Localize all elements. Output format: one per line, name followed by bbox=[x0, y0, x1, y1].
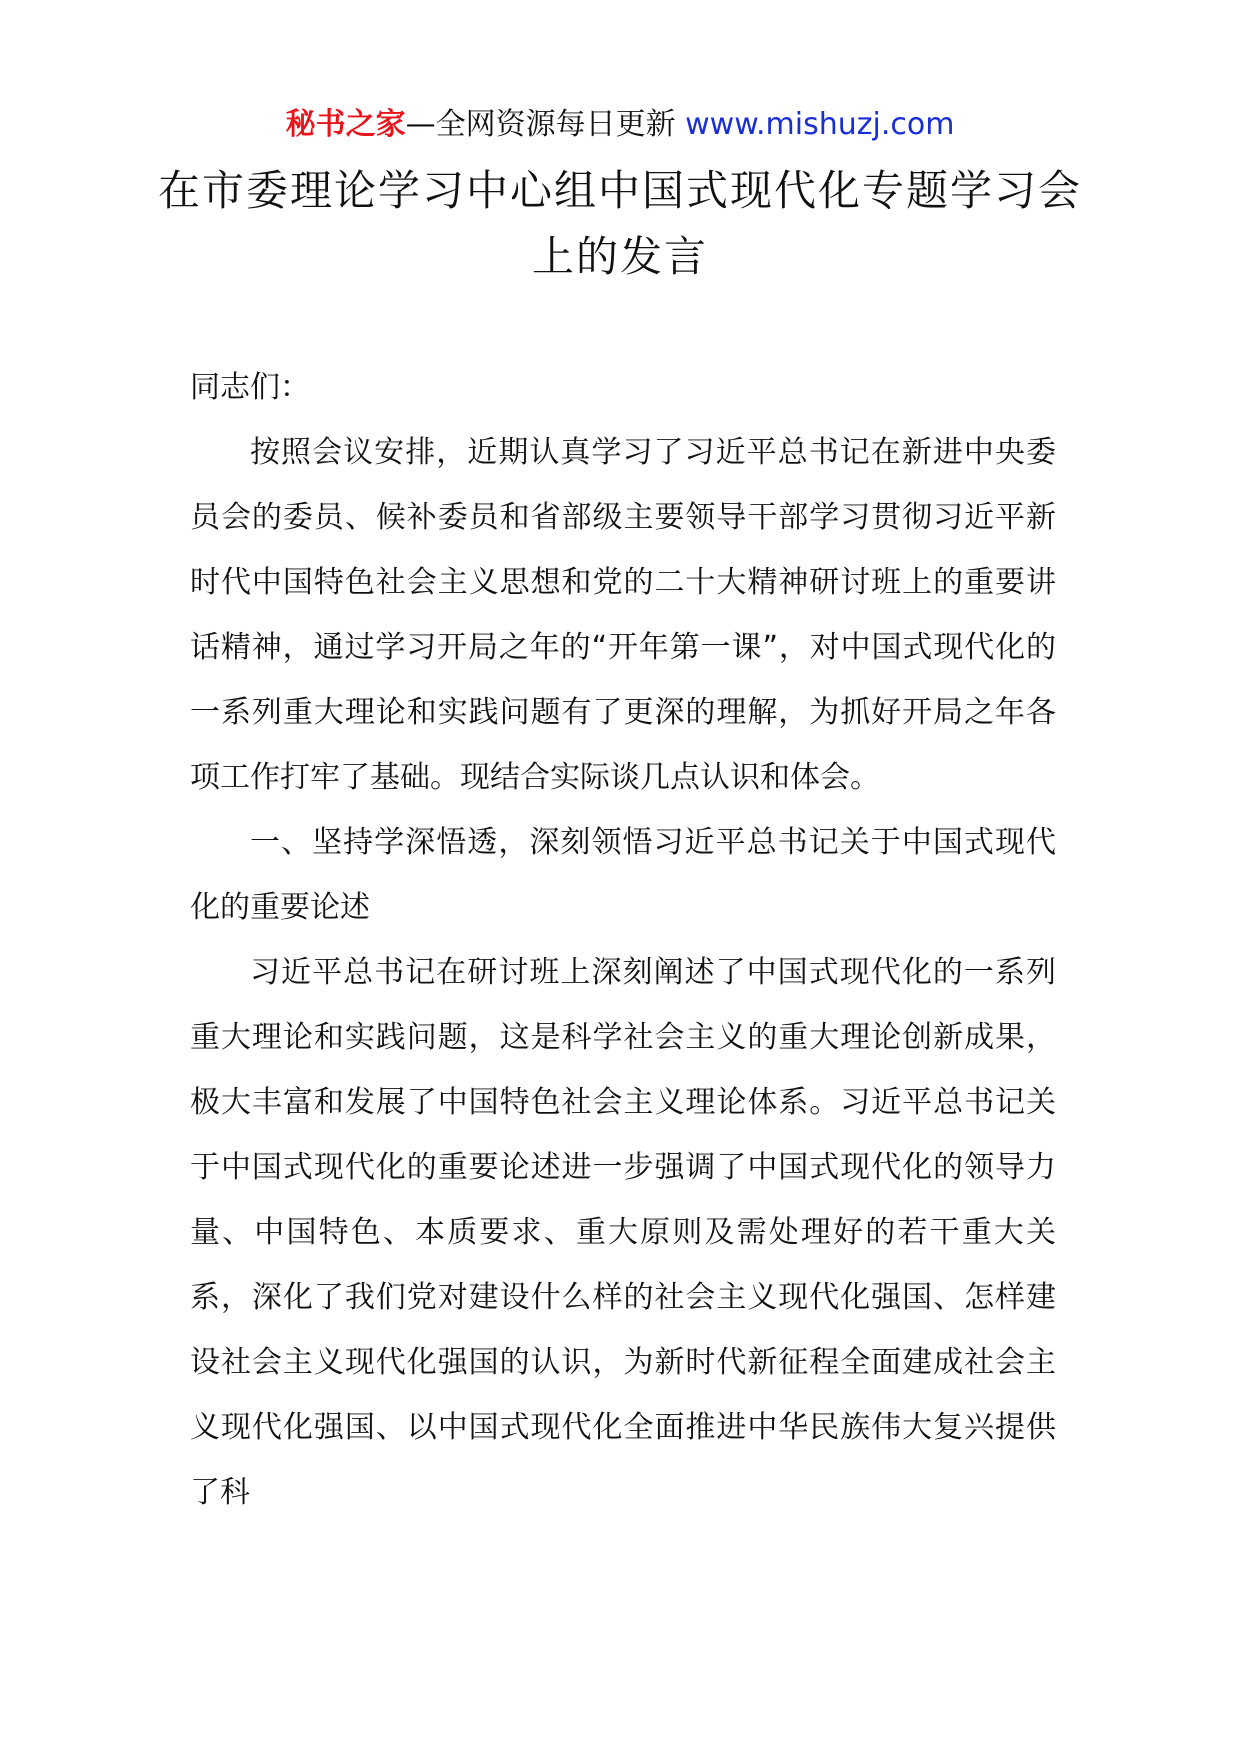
site-header bbox=[0, 100, 1240, 150]
site-url-link[interactable]: www.mishuzj.com bbox=[685, 107, 955, 142]
header-slogan: —全网资源每日更新 bbox=[405, 107, 686, 142]
greeting: 同志们： bbox=[190, 370, 310, 405]
document-title: 在市委理论学习中心组中国式现代化专题学习会上的发言 bbox=[157, 166, 1082, 281]
body-paragraph: 习近平总书记在研讨班上深刻阐述了中国式现代化的一系列重大理论和实践问题，这是科学社会主义的重大理论创新成果，极大丰富和发展了中国特色社会主义理论体系。习近平总书记关于中国式现代化的重要论述进一步强调了中国式现代化的领导力量、中国特色、本质要求、重大原则及需处理好的若干重大关系，深化了我们党对建设什么样的社会主义现代化强国、怎样建设社会主义现代化强国的认识，为新时代新征程全面建成社会主义现代化强国、以中国式现代化全面推进中华民族伟大复兴提供了科 bbox=[190, 955, 1056, 1510]
brand-name: 秘书之家 bbox=[285, 107, 406, 142]
document-body bbox=[190, 355, 1056, 1525]
intro-paragraph: 按照会议安排，近期认真学习了习近平总书记在新进中央委员会的委员、候补委员和省部级主要领导干部学习贯彻习近平新时代中国特色社会主义思想和党的二十大精神研讨班上的重要讲话精神，通过学习开局之年的“开年第一课”，对中国式现代化的一系列重大理论和实践问题有了更深的理解，为抓好开局之年各项工作打牢了基础。现结合实际谈几点认识和体会。 bbox=[190, 435, 1056, 795]
section-heading: 一、坚持学深悟透，深刻领悟习近平总书记关于中国式现代化的重要论述 bbox=[190, 825, 1056, 925]
